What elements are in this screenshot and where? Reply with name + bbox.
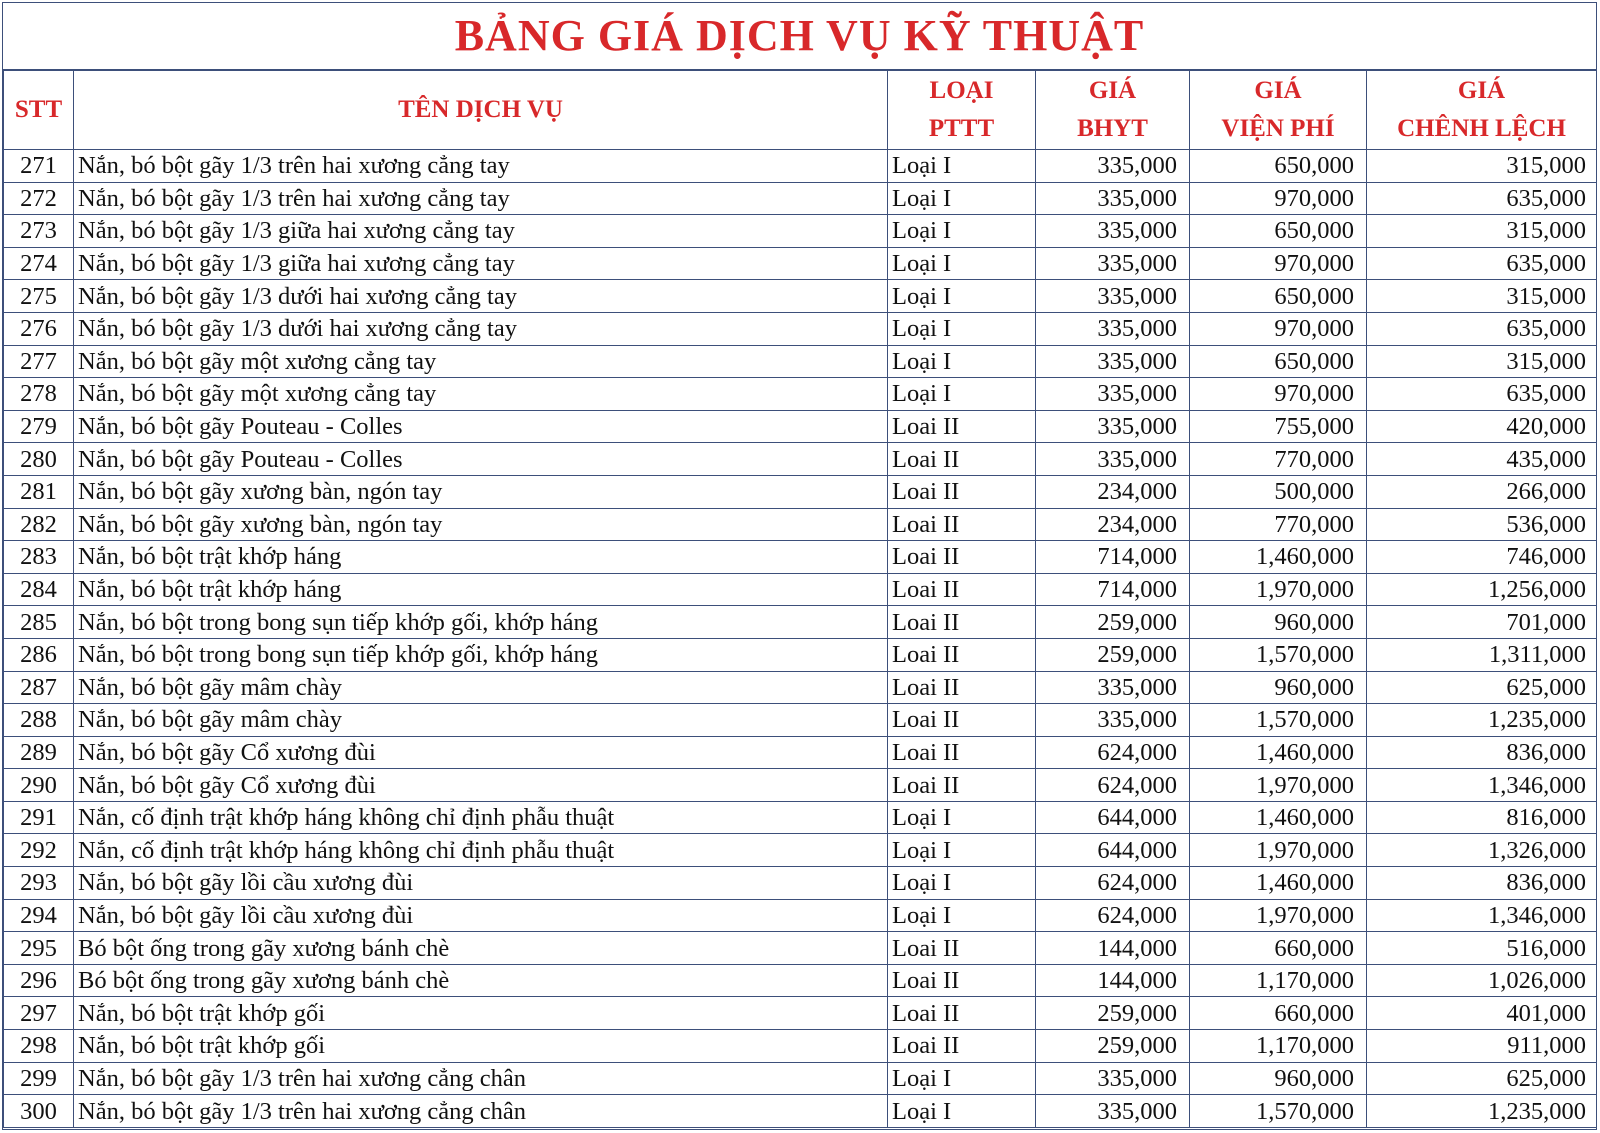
cell-price-chenhlech: 1,256,000 [1367,573,1597,606]
cell-stt: 280 [4,443,74,476]
cell-service-name: Bó bột ống trong gãy xương bánh chè [74,964,888,997]
header-bhyt-line-1: GIÁ [1088,77,1137,104]
cell-price-vienphi: 770,000 [1190,508,1367,541]
cell-price-vienphi: 1,970,000 [1190,834,1367,867]
cell-pttt-type: Loại I [888,215,1036,248]
cell-service-name: Nắn, bó bột gãy một xương cẳng tay [74,378,888,411]
cell-price-bhyt: 624,000 [1036,769,1190,802]
cell-price-chenhlech: 911,000 [1367,1030,1597,1063]
cell-service-name: Nắn, bó bột gãy một xương cẳng tay [74,345,888,378]
cell-service-name: Nắn, bó bột gãy 1/3 trên hai xương cẳng chân [74,1095,888,1128]
header-vienphi [1190,71,1367,150]
cell-stt: 297 [4,997,74,1030]
table-body [4,150,1597,1128]
cell-price-chenhlech: 701,000 [1367,606,1597,639]
cell-pttt-type: Loai II [888,1030,1036,1063]
cell-price-chenhlech: 1,346,000 [1367,899,1597,932]
table-row [4,182,1597,215]
header-chenhlech-line-2: CHÊNH LỆCH [1397,115,1566,142]
cell-price-bhyt: 259,000 [1036,606,1190,639]
cell-price-bhyt: 335,000 [1036,1095,1190,1128]
cell-price-vienphi: 1,170,000 [1190,964,1367,997]
cell-price-chenhlech: 401,000 [1367,997,1597,1030]
cell-stt: 271 [4,150,74,183]
cell-price-vienphi: 1,970,000 [1190,769,1367,802]
cell-price-bhyt: 335,000 [1036,410,1190,443]
cell-stt: 282 [4,508,74,541]
cell-price-bhyt: 335,000 [1036,1062,1190,1095]
table-row [4,964,1597,997]
table-row [4,443,1597,476]
cell-price-vienphi: 1,970,000 [1190,573,1367,606]
cell-service-name: Nắn, cố định trật khớp háng không chỉ định phẫu thuật [74,801,888,834]
cell-price-bhyt: 335,000 [1036,215,1190,248]
cell-pttt-type: Loai II [888,671,1036,704]
cell-stt: 272 [4,182,74,215]
header-type-line-2: PTTT [928,115,995,142]
cell-price-chenhlech: 836,000 [1367,867,1597,900]
cell-price-bhyt: 335,000 [1036,378,1190,411]
cell-price-vienphi: 650,000 [1190,280,1367,313]
cell-price-chenhlech: 315,000 [1367,280,1597,313]
cell-price-chenhlech: 635,000 [1367,312,1597,345]
cell-price-bhyt: 624,000 [1036,867,1190,900]
table-row [4,769,1597,802]
cell-price-bhyt: 335,000 [1036,247,1190,280]
table-row [4,247,1597,280]
cell-price-bhyt: 714,000 [1036,573,1190,606]
header-bhyt-line-2: BHYT [1077,115,1148,142]
cell-price-vienphi: 660,000 [1190,997,1367,1030]
cell-price-vienphi: 1,970,000 [1190,899,1367,932]
cell-price-chenhlech: 1,311,000 [1367,638,1597,671]
cell-pttt-type: Loại I [888,801,1036,834]
header-name: TÊN DỊCH VỤ [74,71,888,150]
cell-pttt-type: Loai II [888,606,1036,639]
cell-pttt-type: Loại I [888,182,1036,215]
cell-price-bhyt: 335,000 [1036,671,1190,704]
cell-price-chenhlech: 435,000 [1367,443,1597,476]
cell-pttt-type: Loai II [888,964,1036,997]
cell-stt: 289 [4,736,74,769]
table-row [4,280,1597,313]
cell-service-name: Nắn, bó bột trong bong sụn tiếp khớp gối, khớp háng [74,606,888,639]
cell-service-name: Nắn, bó bột trật khớp gối [74,1030,888,1063]
cell-pttt-type: Loai II [888,410,1036,443]
cell-price-chenhlech: 746,000 [1367,541,1597,574]
cell-stt: 299 [4,1062,74,1095]
cell-pttt-type: Loại I [888,280,1036,313]
cell-service-name: Nắn, bó bột gãy lồi cầu xương đùi [74,867,888,900]
header-chenhlech-line-1: GIÁ [1457,77,1506,104]
cell-service-name: Nắn, bó bột gãy xương bàn, ngón tay [74,508,888,541]
cell-price-vienphi: 970,000 [1190,182,1367,215]
cell-pttt-type: Loại I [888,899,1036,932]
cell-stt: 274 [4,247,74,280]
table-row [4,736,1597,769]
cell-stt: 300 [4,1095,74,1128]
cell-pttt-type: Loai II [888,508,1036,541]
cell-price-chenhlech: 315,000 [1367,215,1597,248]
table-row [4,1062,1597,1095]
table-row [4,541,1597,574]
page-title: BẢNG GIÁ DỊCH VỤ KỸ THUẬT [3,3,1596,70]
table-row [4,899,1597,932]
cell-price-vienphi: 660,000 [1190,932,1367,965]
cell-stt: 276 [4,312,74,345]
cell-service-name: Nắn, bó bột gãy 1/3 giữa hai xương cẳng tay [74,247,888,280]
cell-price-bhyt: 259,000 [1036,638,1190,671]
cell-stt: 292 [4,834,74,867]
cell-price-chenhlech: 635,000 [1367,182,1597,215]
cell-price-bhyt: 234,000 [1036,508,1190,541]
cell-price-chenhlech: 816,000 [1367,801,1597,834]
cell-pttt-type: Loại I [888,378,1036,411]
price-sheet [2,2,1597,1130]
cell-service-name: Nắn, bó bột trật khớp háng [74,541,888,574]
cell-pttt-type: Loai II [888,475,1036,508]
cell-price-vienphi: 500,000 [1190,475,1367,508]
cell-price-vienphi: 960,000 [1190,671,1367,704]
cell-stt: 281 [4,475,74,508]
cell-price-vienphi: 1,460,000 [1190,801,1367,834]
cell-price-bhyt: 714,000 [1036,541,1190,574]
header-stt: STT [4,71,74,150]
cell-pttt-type: Loại I [888,247,1036,280]
cell-service-name: Nắn, bó bột gãy mâm chày [74,671,888,704]
cell-price-chenhlech: 1,326,000 [1367,834,1597,867]
cell-pttt-type: Loại I [888,867,1036,900]
cell-price-bhyt: 335,000 [1036,312,1190,345]
cell-stt: 293 [4,867,74,900]
cell-price-bhyt: 644,000 [1036,801,1190,834]
cell-stt: 275 [4,280,74,313]
cell-stt: 286 [4,638,74,671]
cell-price-bhyt: 335,000 [1036,182,1190,215]
cell-price-chenhlech: 1,346,000 [1367,769,1597,802]
cell-price-vienphi: 1,570,000 [1190,1095,1367,1128]
cell-price-chenhlech: 315,000 [1367,345,1597,378]
cell-service-name: Nắn, bó bột gãy Cổ xương đùi [74,736,888,769]
cell-price-chenhlech: 315,000 [1367,150,1597,183]
cell-pttt-type: Loại I [888,834,1036,867]
cell-price-chenhlech: 1,235,000 [1367,1095,1597,1128]
cell-pttt-type: Loại I [888,150,1036,183]
cell-stt: 279 [4,410,74,443]
cell-price-chenhlech: 635,000 [1367,247,1597,280]
cell-price-vienphi: 1,570,000 [1190,638,1367,671]
cell-price-vienphi: 960,000 [1190,606,1367,639]
cell-stt: 283 [4,541,74,574]
table-row [4,867,1597,900]
cell-service-name: Nắn, bó bột trật khớp háng [74,573,888,606]
cell-price-vienphi: 650,000 [1190,345,1367,378]
cell-pttt-type: Loai II [888,704,1036,737]
cell-price-bhyt: 624,000 [1036,736,1190,769]
table-row [4,1030,1597,1063]
table-row [4,1095,1597,1128]
cell-price-bhyt: 259,000 [1036,997,1190,1030]
table-row [4,606,1597,639]
header-vienphi-line-1: GIÁ [1254,77,1302,104]
header-chenhlech [1367,71,1597,150]
cell-price-vienphi: 970,000 [1190,312,1367,345]
table-row [4,475,1597,508]
table-row [4,932,1597,965]
cell-service-name: Nắn, bó bột gãy 1/3 dưới hai xương cẳng tay [74,312,888,345]
cell-price-vienphi: 755,000 [1190,410,1367,443]
cell-pttt-type: Loai II [888,573,1036,606]
cell-price-vienphi: 1,570,000 [1190,704,1367,737]
cell-pttt-type: Loai II [888,769,1036,802]
cell-service-name: Nắn, bó bột gãy 1/3 trên hai xương cẳng tay [74,150,888,183]
cell-price-chenhlech: 536,000 [1367,508,1597,541]
cell-service-name: Nắn, bó bột gãy 1/3 giữa hai xương cẳng tay [74,215,888,248]
cell-pttt-type: Loai II [888,541,1036,574]
cell-service-name: Nắn, bó bột gãy Pouteau - Colles [74,443,888,476]
cell-stt: 277 [4,345,74,378]
cell-pttt-type: Loại I [888,312,1036,345]
header-vienphi-line-2: VIỆN PHÍ [1221,115,1335,142]
header-type [888,71,1036,150]
header-bhyt [1036,71,1190,150]
cell-service-name: Nắn, cố định trật khớp háng không chỉ định phẫu thuật [74,834,888,867]
cell-service-name: Nắn, bó bột gãy Pouteau - Colles [74,410,888,443]
cell-price-chenhlech: 516,000 [1367,932,1597,965]
cell-price-bhyt: 335,000 [1036,150,1190,183]
cell-stt: 285 [4,606,74,639]
cell-service-name: Nắn, bó bột gãy lồi cầu xương đùi [74,899,888,932]
table-row [4,801,1597,834]
cell-price-vienphi: 970,000 [1190,247,1367,280]
table-row [4,378,1597,411]
cell-pttt-type: Loại I [888,1062,1036,1095]
cell-pttt-type: Loai II [888,997,1036,1030]
cell-pttt-type: Loại I [888,1095,1036,1128]
cell-pttt-type: Loai II [888,736,1036,769]
table-row [4,638,1597,671]
cell-stt: 298 [4,1030,74,1063]
cell-price-chenhlech: 625,000 [1367,1062,1597,1095]
cell-price-bhyt: 144,000 [1036,932,1190,965]
cell-price-bhyt: 234,000 [1036,475,1190,508]
cell-stt: 288 [4,704,74,737]
cell-price-bhyt: 259,000 [1036,1030,1190,1063]
cell-price-chenhlech: 625,000 [1367,671,1597,704]
cell-price-chenhlech: 1,026,000 [1367,964,1597,997]
cell-stt: 291 [4,801,74,834]
cell-service-name: Bó bột ống trong gãy xương bánh chè [74,932,888,965]
cell-stt: 273 [4,215,74,248]
cell-price-vienphi: 1,170,000 [1190,1030,1367,1063]
cell-pttt-type: Loai II [888,443,1036,476]
table-row [4,834,1597,867]
cell-price-vienphi: 650,000 [1190,150,1367,183]
cell-price-vienphi: 1,460,000 [1190,867,1367,900]
cell-price-vienphi: 650,000 [1190,215,1367,248]
table-row [4,150,1597,183]
cell-pttt-type: Loai II [888,932,1036,965]
table-row [4,573,1597,606]
cell-price-chenhlech: 420,000 [1367,410,1597,443]
cell-price-bhyt: 624,000 [1036,899,1190,932]
table-row [4,508,1597,541]
cell-price-vienphi: 1,460,000 [1190,736,1367,769]
cell-service-name: Nắn, bó bột gãy 1/3 trên hai xương cẳng chân [74,1062,888,1095]
cell-price-chenhlech: 266,000 [1367,475,1597,508]
cell-price-chenhlech: 1,235,000 [1367,704,1597,737]
cell-price-chenhlech: 836,000 [1367,736,1597,769]
cell-service-name: Nắn, bó bột trật khớp gối [74,997,888,1030]
cell-price-vienphi: 960,000 [1190,1062,1367,1095]
cell-pttt-type: Loại I [888,345,1036,378]
cell-service-name: Nắn, bó bột gãy xương bàn, ngón tay [74,475,888,508]
table-row [4,997,1597,1030]
header-row [4,71,1597,150]
cell-stt: 295 [4,932,74,965]
cell-price-vienphi: 970,000 [1190,378,1367,411]
cell-stt: 287 [4,671,74,704]
cell-service-name: Nắn, bó bột gãy 1/3 dưới hai xương cẳng tay [74,280,888,313]
cell-stt: 290 [4,769,74,802]
cell-stt: 294 [4,899,74,932]
cell-stt: 284 [4,573,74,606]
cell-price-chenhlech: 635,000 [1367,378,1597,411]
cell-price-bhyt: 144,000 [1036,964,1190,997]
cell-service-name: Nắn, bó bột trong bong sụn tiếp khớp gối, khớp háng [74,638,888,671]
table-row [4,215,1597,248]
cell-price-bhyt: 335,000 [1036,443,1190,476]
cell-stt: 296 [4,964,74,997]
table-row [4,410,1597,443]
cell-price-bhyt: 335,000 [1036,280,1190,313]
cell-price-vienphi: 1,460,000 [1190,541,1367,574]
cell-price-vienphi: 770,000 [1190,443,1367,476]
price-table [3,70,1597,1128]
table-row [4,312,1597,345]
cell-price-bhyt: 335,000 [1036,704,1190,737]
table-row [4,671,1597,704]
cell-service-name: Nắn, bó bột gãy mâm chày [74,704,888,737]
cell-pttt-type: Loai II [888,638,1036,671]
cell-service-name: Nắn, bó bột gãy 1/3 trên hai xương cẳng tay [74,182,888,215]
table-row [4,345,1597,378]
table-row [4,704,1597,737]
cell-price-bhyt: 335,000 [1036,345,1190,378]
cell-stt: 278 [4,378,74,411]
cell-service-name: Nắn, bó bột gãy Cổ xương đùi [74,769,888,802]
cell-price-bhyt: 644,000 [1036,834,1190,867]
header-type-line-1: LOẠI [929,77,994,104]
